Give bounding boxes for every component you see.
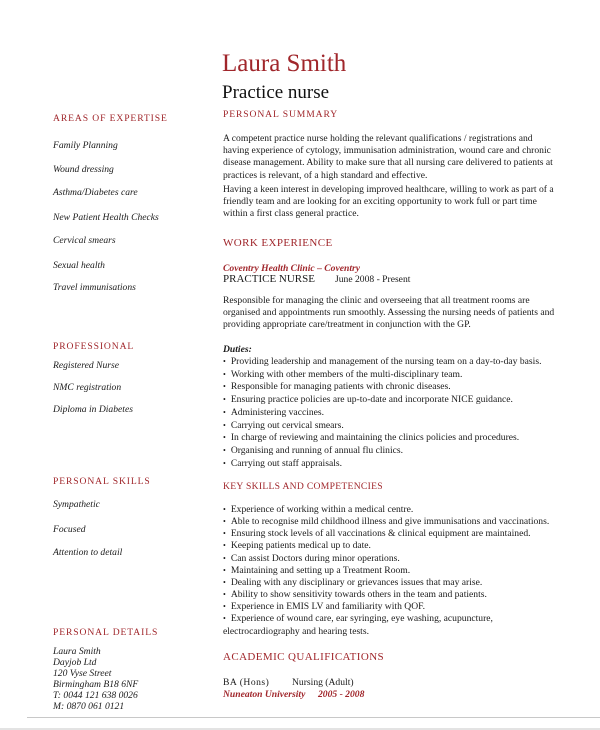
institution: Nuneaton University	[223, 689, 306, 700]
work-experience-heading: WORK EXPERIENCE	[223, 237, 333, 249]
details-city: Birmingham B18 6NF	[53, 679, 139, 690]
summary-paragraph: A competent practice nurse holding the relevant qualifications / registrations and having experience of cytology, immunisation administration, wound care and chronic disease management. Ability to make sure that all nursing care delivered to patients at practices is relevant, of a high standard and effective.	[223, 133, 553, 181]
key-skill-item: • Maintaining and setting up a Treatment Room.	[223, 565, 549, 577]
professional-item: NMC registration	[53, 382, 122, 393]
details-street: 120 Vyse Street	[53, 668, 112, 679]
key-skill-item: • Able to recognise mild childhood illness and give immunisations and vaccinations.	[223, 516, 549, 528]
candidate-name: Laura Smith	[222, 50, 347, 77]
details-phone: T: 0044 121 638 0026	[53, 690, 138, 701]
academic-heading: ACADEMIC QUALIFICATIONS	[223, 651, 385, 663]
summary-paragraph: Having a keen interest in developing improved healthcare, willing to work as part of a friendly team and are looking for an exciting opportunity to work full or part time within a first class general practice.	[223, 184, 554, 220]
expertise-item: Asthma/Diabetes care	[53, 187, 138, 198]
expertise-item: Travel immunisations	[53, 282, 136, 293]
personal-skill-item: Attention to detail	[53, 547, 123, 558]
duty-item: • Providing leadership and management of the nursing team on a day-to-day basis.	[223, 356, 541, 369]
personal-skill-item: Sympathetic	[53, 499, 100, 510]
professional-heading: PROFESSIONAL	[53, 341, 135, 352]
professional-item: Diploma in Diabetes	[53, 404, 133, 415]
personal-skills-heading: PERSONAL SKILLS	[53, 476, 151, 487]
expertise-heading: AREAS OF EXPERTISE	[53, 113, 168, 124]
expertise-item: Sexual health	[53, 260, 105, 271]
degree-subject: Nursing (Adult)	[292, 677, 354, 688]
key-skills-list	[223, 504, 549, 626]
key-skill-item: • Can assist Doctors during minor operations.	[223, 553, 549, 565]
expertise-item: Cervical smears	[53, 235, 116, 246]
key-skills-heading: KEY SKILLS AND COMPETENCIES	[223, 481, 383, 492]
details-mobile: M: 0870 061 0121	[53, 701, 125, 712]
duty-item: • Working with other members of the multi-disciplinary team.	[223, 369, 541, 382]
job-title: Practice nurse	[222, 82, 330, 103]
duties-label: Duties:	[223, 344, 252, 355]
duty-item: • Carrying out cervical smears.	[223, 420, 541, 433]
duty-item: • Administering vaccines.	[223, 407, 541, 420]
key-skill-item: • Ability to show sensitivity towards others in the team and patients.	[223, 589, 549, 601]
personal-details-heading: PERSONAL DETAILS	[53, 627, 159, 638]
expertise-item: Wound dressing	[53, 164, 114, 175]
key-skill-item: • Experience in EMIS LV and familiarity with QOF.	[223, 601, 549, 613]
duties-list	[223, 356, 541, 470]
degree: BA (Hons)	[223, 677, 270, 688]
work-description: Responsible for managing the clinic and overseeing that all treatment rooms are organised and appointments run smoothly. Assessing the nursing needs of patients and providing appropriate care/treatment in conjunction with the GP.	[223, 295, 555, 331]
key-skill-item: • Experience of working within a medical centre.	[223, 504, 549, 516]
duty-item: • Ensuring practice policies are up-to-date and incorporate NICE guidance.	[223, 394, 541, 407]
duty-item: • Responsible for managing patients with chronic diseases.	[223, 381, 541, 394]
duty-item: • Organising and running of annual flu clinics.	[223, 445, 541, 458]
employer: Coventry Health Clinic – Coventry	[223, 263, 360, 274]
duty-item: • Carrying out staff appraisals.	[223, 458, 541, 471]
key-skill-item: • Keeping patients medical up to date.	[223, 540, 549, 552]
duty-item: • In charge of reviewing and maintaining the clinics policies and procedures.	[223, 432, 541, 445]
key-skill-item: • Experience of wound care, ear syringing, eye washing, acupuncture,	[223, 613, 549, 625]
details-company: Dayjob Ltd	[53, 657, 97, 668]
key-skill-continuation: electrocardiography and hearing tests.	[223, 626, 369, 637]
expertise-item: New Patient Health Checks	[53, 212, 159, 223]
academic-years: 2005 - 2008	[318, 689, 365, 700]
page-bottom-divider	[27, 717, 600, 718]
key-skill-item: • Dealing with any disciplinary or grievances issues that may arise.	[223, 577, 549, 589]
employment-dates: June 2008 - Present	[335, 274, 411, 285]
details-name: Laura Smith	[53, 646, 101, 657]
personal-details	[53, 646, 138, 712]
key-skill-item: • Ensuring stock levels of all vaccinations & clinical equipment are maintained.	[223, 528, 549, 540]
personal-skill-item: Focused	[53, 524, 86, 535]
professional-item: Registered Nurse	[53, 360, 119, 371]
position: PRACTICE NURSE	[223, 273, 315, 285]
expertise-item: Family Planning	[53, 140, 118, 151]
summary-heading: PERSONAL SUMMARY	[223, 109, 339, 120]
